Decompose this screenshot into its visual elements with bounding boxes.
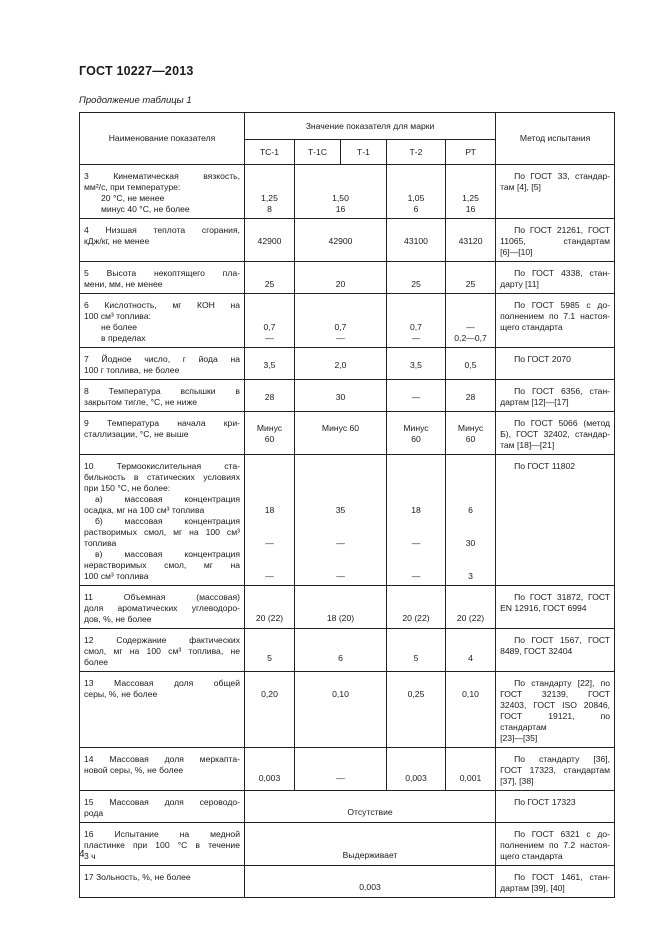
value-text: 30 [465,538,476,548]
value-text: — [411,571,421,581]
value-text: — [265,333,274,343]
test-method-line: По ГОСТ 17323 [514,797,576,807]
indicator-name-line: в) массовая концентрация [95,549,240,559]
value-text: 5 [267,653,272,663]
value-text: 0,003 [258,773,281,783]
value-cell-t1ct1 [295,380,387,412]
table-row [80,823,615,866]
value-cell-ts1 [245,412,295,455]
test-method-line: По ГОСТ 6321 с до- [514,829,611,839]
indicator-name [80,866,245,898]
test-method-line: ГОСТ 17323, стандартам [500,765,611,775]
value-cell-t1ct1 [295,294,387,348]
value-cell-t1ct1 [295,348,387,380]
indicator-name-line: мм²/с, при температуре: [84,182,181,192]
test-method [496,823,615,866]
indicator-name [80,455,245,586]
value-cell-t2 [387,348,446,380]
test-method-line: 8489, ГОСТ 32404 [500,646,573,656]
value-cell-t1ct1 [295,165,387,219]
indicator-name-line: 10 Термоокислительная ста- [84,461,240,471]
indicator-name-line: при 150 °С, не более: [84,483,171,493]
test-method-line: По ГОСТ 6356, стан- [514,386,611,396]
indicator-name-line: 4 Низшая теплота сгорания, [84,225,240,235]
test-method-line: По ГОСТ 11802 [514,461,576,471]
indicator-name-line: 100 см³ топлива: [84,311,151,321]
indicator-name-line: нерастворимых смол, мг на [84,560,240,570]
value-cell-t2 [387,748,446,791]
value-text: 28 [264,392,275,402]
value-text: 6 [338,653,343,663]
value-cell-ts1 [245,348,295,380]
indicator-name [80,748,245,791]
value-text: 60 [465,434,476,444]
test-method-line: щего стандарта [500,322,563,332]
indicator-name [80,294,245,348]
table-row [80,672,615,748]
value-text: — [466,322,475,332]
value-text: 3 [468,571,473,581]
value-text: 0,5 [464,360,477,370]
test-method-line: По ГОСТ 1461, стан- [514,872,611,882]
indicator-name-line: пластинке при 100 °С в течение [84,840,240,850]
value-cell-rt [446,629,496,672]
indicator-name-line: в пределах [101,333,146,343]
value-text: 0,10 [332,689,349,699]
value-cell-all-grades: Отсутствие [245,791,496,823]
indicator-name-line: бильность в статических условиях [84,472,240,482]
value-text: — [265,538,274,548]
test-method-line: По ГОСТ 4338, стан- [514,268,611,278]
value-text: 18 [264,505,275,515]
test-method-line: [6]—[10] [500,247,533,257]
value-cell-t1ct1 [295,219,387,262]
value-cell-rt [446,380,496,412]
value-text: 1,25 [462,193,479,203]
indicator-name-line: растворимых смол, мг на 100 см³ [84,527,240,537]
indicator-name-line: 7 Йодное число, г йода на [84,354,240,364]
indicator-name-line: рода [84,808,104,818]
value-text: 25 [465,279,476,289]
value-cell-rt [446,165,496,219]
value-cell-ts1 [245,262,295,294]
value-cell-ts1 [245,748,295,791]
value-text: Минус [457,423,484,433]
table-row [80,455,615,586]
indicator-name-line: а) массовая концентрация [95,494,240,504]
test-method-line: дартам [12]—[17] [500,397,569,407]
value-cell-t1ct1 [295,672,387,748]
value-cell-rt [446,219,496,262]
indicator-name-line: топлива [84,538,117,548]
header-grade-ts1: ТС-1 [245,140,295,165]
test-method [496,219,615,262]
indicator-name-line: б) массовая концентрация [95,516,240,526]
value-text: 60 [264,434,275,444]
indicator-name-line: серы, %, не более [84,689,158,699]
value-cell-t2 [387,294,446,348]
test-method [496,294,615,348]
test-method-line: полнением по 7.1 настоя- [500,311,611,321]
table-row [80,262,615,294]
indicator-name-line: 3 ч [84,851,96,861]
value-text: Минус [403,423,429,433]
value-text: 5 [413,653,419,663]
table-row [80,294,615,348]
test-method-line: По ГОСТ 31872, ГОСТ [514,592,611,602]
test-method-line: 32403, ГОСТ ISO 20846, [500,700,611,710]
indicator-name-line: новой серы, %, не более [84,765,184,775]
indicator-name [80,380,245,412]
value-text: 42900 [257,236,282,246]
test-method [496,380,615,412]
table-row [80,165,615,219]
indicator-name-line: 12 Содержание фактических [84,635,240,645]
value-text: 0,7 [263,322,276,332]
value-text: 43100 [404,236,428,246]
test-method [496,629,615,672]
value-text: 1,25 [261,193,278,203]
test-method-line: По ГОСТ 5066 (метод [514,418,611,428]
value-text: 0,7 [334,322,347,332]
page-number: 4 [79,849,85,860]
table-row [80,219,615,262]
value-text: 3,5 [263,360,276,370]
value-cell-rt [446,748,496,791]
value-text: — [411,392,421,402]
value-text: 16 [465,204,476,214]
indicator-name-line: дов, %, не более [84,614,152,624]
indicator-name-line: 16 Испытание на медной [84,829,240,839]
value-text: 0,10 [462,689,479,699]
value-text: — [336,333,345,343]
value-text: 2,0 [334,360,347,370]
value-text: 35 [335,505,346,515]
table-row [80,380,615,412]
test-method [496,455,615,586]
test-method-line: Б), ГОСТ 32402, стандар- [500,429,611,439]
value-cell-rt [446,412,496,455]
indicator-name-line: не более [101,322,137,332]
indicator-name-line: минус 40 °С, не более [101,204,190,214]
value-text: 30 [335,392,346,402]
value-cell-t2 [387,165,446,219]
indicator-name-line: осадка, мг на 100 см³ топлива [84,505,205,515]
value-text: — [411,333,421,343]
value-text: — [411,538,421,548]
value-cell-all-grades: Выдерживает [245,823,496,866]
value-cell-rt [446,455,496,586]
value-text: Минус 60 [321,423,360,433]
value-text: 20 (22) [255,613,284,623]
value-text: — [336,571,345,581]
test-method-line: По ГОСТ 21261, ГОСТ [514,225,611,235]
value-text: 0,7 [410,322,422,332]
value-text: 1,50 [332,193,349,203]
indicator-name-line: 14 Массовая доля меркапта- [84,754,240,764]
test-method-line: там [18]—[21] [500,440,555,450]
test-method-line: По ГОСТ 2070 [514,354,571,364]
test-method [496,165,615,219]
indicator-name [80,348,245,380]
indicator-name-line: 15 Массовая доля сероводо- [84,797,240,807]
test-method-line: дартам [39], [40] [500,883,565,893]
value-text: — [336,773,345,783]
test-method [496,791,615,823]
value-text: 6 [468,505,473,515]
value-cell-rt [446,262,496,294]
table-row [80,866,615,898]
value-cell-t1ct1 [295,412,387,455]
value-text: 20 [335,279,346,289]
value-text: 60 [411,434,421,444]
test-method-line: ГОСТ 32139, ГОСТ [500,689,611,699]
indicator-name-line: кДж/кг, не менее [84,236,150,246]
test-method-line: По ГОСТ 33, стандар- [514,171,611,181]
header-grade-t2: Т-2 [387,140,446,165]
value-text: — [265,571,274,581]
test-method [496,348,615,380]
value-cell-t1ct1 [295,455,387,586]
value-cell-rt [446,348,496,380]
test-method-line: [37], [38] [500,776,534,786]
indicator-name-line: смол, мг на 100 см³ топлива, не [84,646,240,656]
indicator-name [80,412,245,455]
value-cell-t2 [387,629,446,672]
indicator-name [80,629,245,672]
test-method [496,866,615,898]
indicator-name-line: 3 Кинематическая вязкость, [84,171,240,181]
indicator-name-line: 5 Высота некоптящего пла- [84,268,240,278]
value-cell-rt [446,672,496,748]
value-text: 25 [411,279,421,289]
indicator-name [80,165,245,219]
value-text: — [336,538,345,548]
test-method-line: По стандарту [36], [514,754,611,764]
value-text: 0,2—0,7 [454,333,487,343]
table-row [80,791,615,823]
indicator-name [80,791,245,823]
indicator-name-line: 17 Зольность, %, не более [84,872,191,882]
value-cell-t2 [387,380,446,412]
header-grade-t1c: Т-1С [295,140,341,165]
header-value-group: Значение показателя для марки [245,113,496,140]
indicator-name-line: 20 °С, не менее [101,193,165,203]
test-method-line: По стандарту [22], по [514,678,611,688]
indicator-name [80,586,245,629]
value-cell-t1ct1 [295,586,387,629]
value-cell-ts1 [245,294,295,348]
value-cell-t2 [387,262,446,294]
indicator-name [80,672,245,748]
test-method-line: По ГОСТ 1567, ГОСТ [514,635,611,645]
value-text: 3,5 [410,360,422,370]
value-text: 0,20 [261,689,278,699]
test-method-line: По ГОСТ 5985 с до- [514,300,611,310]
test-method [496,586,615,629]
value-cell-t2 [387,412,446,455]
header-method: Метод испытания [496,113,615,165]
value-text: 16 [335,204,346,214]
test-method [496,262,615,294]
indicator-name-line: более [84,657,109,667]
value-text: 1,05 [407,193,425,203]
test-method-line: там [4], [5] [500,182,541,192]
test-method [496,748,615,791]
indicator-name-line: 100 см³ топлива [84,571,149,581]
indicator-name-line: 13 Массовая доля общей [84,678,240,688]
value-cell-t2 [387,455,446,586]
test-method-line: дарту [11] [500,279,539,289]
table-caption: Продолжение таблицы 1 [79,95,192,106]
value-cell-t2 [387,672,446,748]
value-text: 6 [413,204,419,214]
header-name: Наименование показателя [80,113,245,165]
value-cell-ts1 [245,586,295,629]
value-text: 42900 [328,236,353,246]
value-text: 0,003 [405,773,427,783]
value-cell-t2 [387,586,446,629]
test-method-line: щего стандарта [500,851,563,861]
indicator-name-line: 9 Температура начала кри- [84,418,240,428]
value-cell-t2 [387,219,446,262]
value-text: 43120 [458,236,483,246]
indicator-name-line: 100 г топлива, не более [84,365,180,375]
value-cell-ts1 [245,455,295,586]
indicator-name [80,262,245,294]
value-cell-t1ct1 [295,748,387,791]
indicator-name-line: 6 Кислотность, мг КОН на [84,300,240,310]
header-grade-rt: РТ [446,140,496,165]
header-grade-t1: Т-1 [341,140,387,165]
value-cell-ts1 [245,165,295,219]
value-text: 18 [411,505,421,515]
value-text: 0,25 [407,689,425,699]
value-text: 20 (22) [456,613,485,623]
table-row [80,348,615,380]
table-row [80,586,615,629]
indicator-name-line: мени, мм, не менее [84,279,163,289]
test-method [496,412,615,455]
value-cell-t1ct1 [295,262,387,294]
value-cell-ts1 [245,629,295,672]
table-row [80,412,615,455]
indicator-name-line: 8 Температура вспышки в [84,386,240,396]
spec-table [79,112,615,898]
indicator-name [80,219,245,262]
table-row [80,748,615,791]
value-cell-rt [446,294,496,348]
value-cell-ts1 [245,219,295,262]
indicator-name [80,823,245,866]
document-title: ГОСТ 10227—2013 [79,64,194,78]
table-row [80,629,615,672]
indicator-name-line: закрытом тигле, °С, не ниже [84,397,198,407]
test-method-line: ГОСТ 19121, по стандартам [500,711,611,732]
value-text: 25 [264,279,275,289]
value-text: 18 (20) [326,613,355,623]
test-method-line: EN 12916, ГОСТ 6994 [500,603,587,613]
value-cell-all-grades: 0,003 [245,866,496,898]
value-text: 0,001 [459,773,482,783]
test-method-line: 11065, стандартам [500,236,611,246]
value-cell-ts1 [245,380,295,412]
value-text: Минус [256,423,283,433]
value-text: 4 [468,653,473,663]
indicator-name-line: доля ароматических углеводоро- [84,603,240,613]
test-method [496,672,615,748]
test-method-line: [23]—[35] [500,733,538,743]
value-text: 28 [465,392,476,402]
value-cell-rt [446,586,496,629]
value-cell-ts1 [245,672,295,748]
indicator-name-line: 11 Объемная (массовая) [84,592,240,602]
value-cell-t1ct1 [295,629,387,672]
value-text: 8 [267,204,272,214]
indicator-name-line: сталлизации, °С, не выше [84,429,189,439]
test-method-line: полнением по 7.2 настоя- [500,840,611,850]
value-text: 20 (22) [402,613,430,623]
